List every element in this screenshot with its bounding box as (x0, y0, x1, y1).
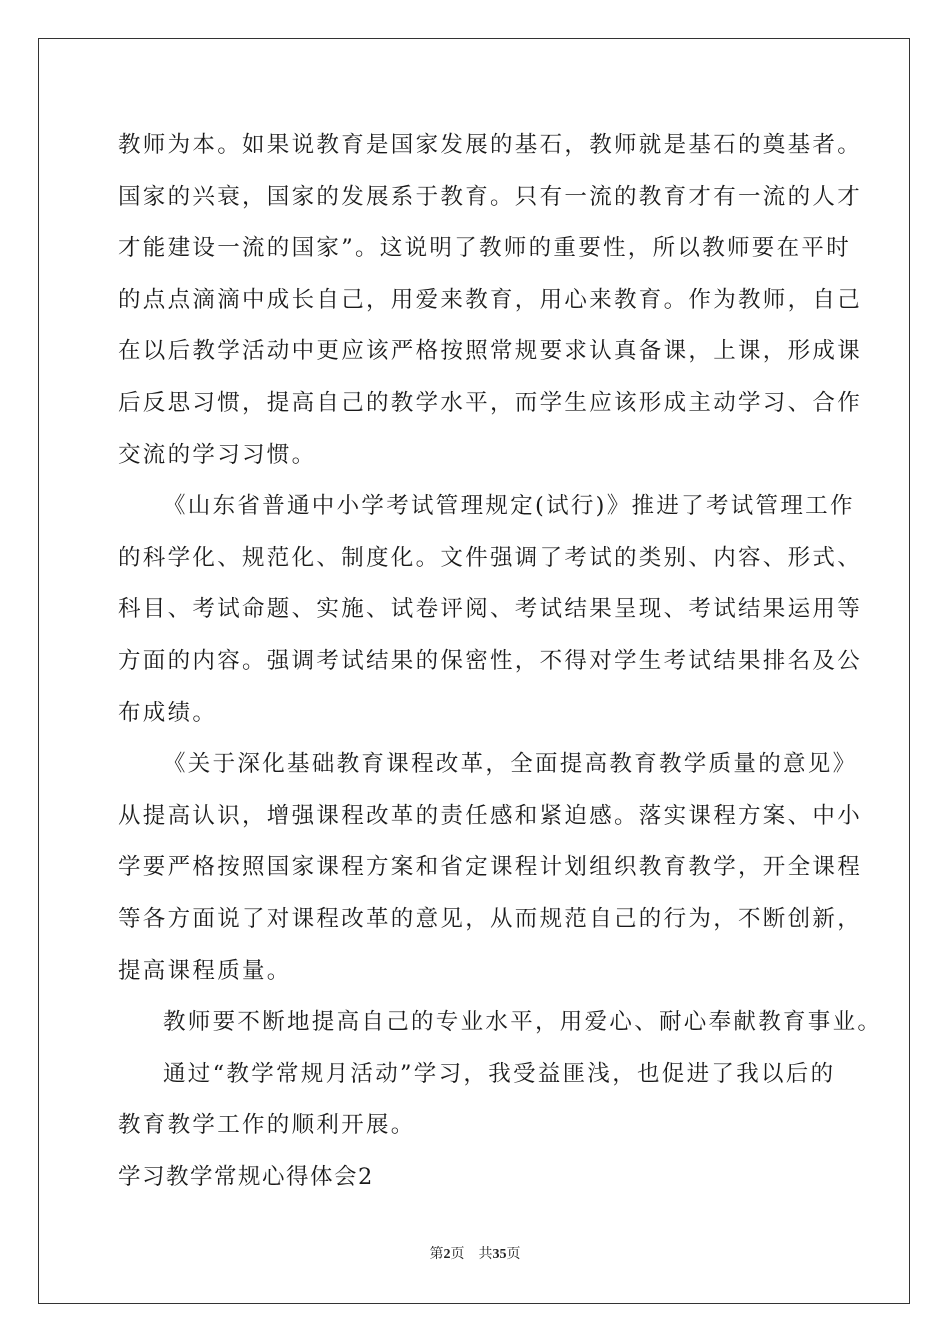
text-line: 的科学化、规范化、制度化。文件强调了考试的类别、内容、形式、 (118, 544, 863, 571)
page-total-prefix: 共 (478, 1247, 493, 1262)
page-number-prefix: 第 (429, 1247, 444, 1262)
page-total: 35 (492, 1247, 507, 1262)
text-line: 教育教学工作的顺利开展。 (118, 1112, 416, 1139)
text-line: 《山东省普通中小学考试管理规定(试行)》推进了考试管理工作 (163, 493, 855, 520)
text-line: 通过“教学常规月活动”学习，我受益匪浅，也促进了我以后的 (163, 1060, 836, 1087)
text-line: 《关于深化基础教育课程改革，全面提高教育教学质量的意见》 (163, 751, 858, 778)
page-number-current: 2 (443, 1247, 451, 1262)
text-line: 教师要不断地提高自己的专业水平，用爱心、耐心奉献教育事业。 (163, 1009, 883, 1036)
text-line: 学要严格按照国家课程方案和省定课程计划组织教育教学，开全课程 (118, 854, 863, 881)
section-heading: 学习教学常规心得体会2 (118, 1163, 374, 1190)
text-line: 国家的兴衰，国家的发展系于教育。只有一流的教育才有一流的人才 (118, 183, 863, 210)
text-line: 布成绩。 (118, 699, 218, 726)
document-body (118, 127, 883, 1210)
text-line: 才能建设一流的国家”。这说明了教师的重要性，所以教师要在平时 (118, 235, 852, 262)
text-line: 后反思习惯，提高自己的教学水平，而学生应该形成主动学习、合作 (118, 389, 863, 416)
page-number-suffix: 页 (450, 1247, 465, 1262)
text-line: 在以后教学活动中更应该严格按照常规要求认真备课，上课，形成课 (118, 338, 863, 365)
text-line: 教师为本。如果说教育是国家发展的基石，教师就是基石的奠基者。 (118, 132, 863, 158)
text-line: 科目、考试命题、实施、试卷评阅、考试结果呈现、考试结果运用等 (118, 596, 863, 623)
text-line: 从提高认识，增强课程改革的责任感和紧迫感。落实课程方案、中小 (118, 802, 863, 829)
text-line: 等各方面说了对课程改革的意见，从而规范自己的行为，不断创新， (118, 905, 863, 932)
text-line: 提高课程质量。 (118, 957, 292, 984)
page-footer (0, 1243, 950, 1263)
text-line: 交流的学习习惯。 (118, 441, 317, 468)
page-total-suffix: 页 (506, 1247, 521, 1262)
text-line: 方面的内容。强调考试结果的保密性，不得对学生考试结果排名及公 (118, 647, 863, 674)
text-line: 的点点滴滴中成长自己，用爱来教育，用心来教育。作为教师，自己 (118, 286, 863, 313)
